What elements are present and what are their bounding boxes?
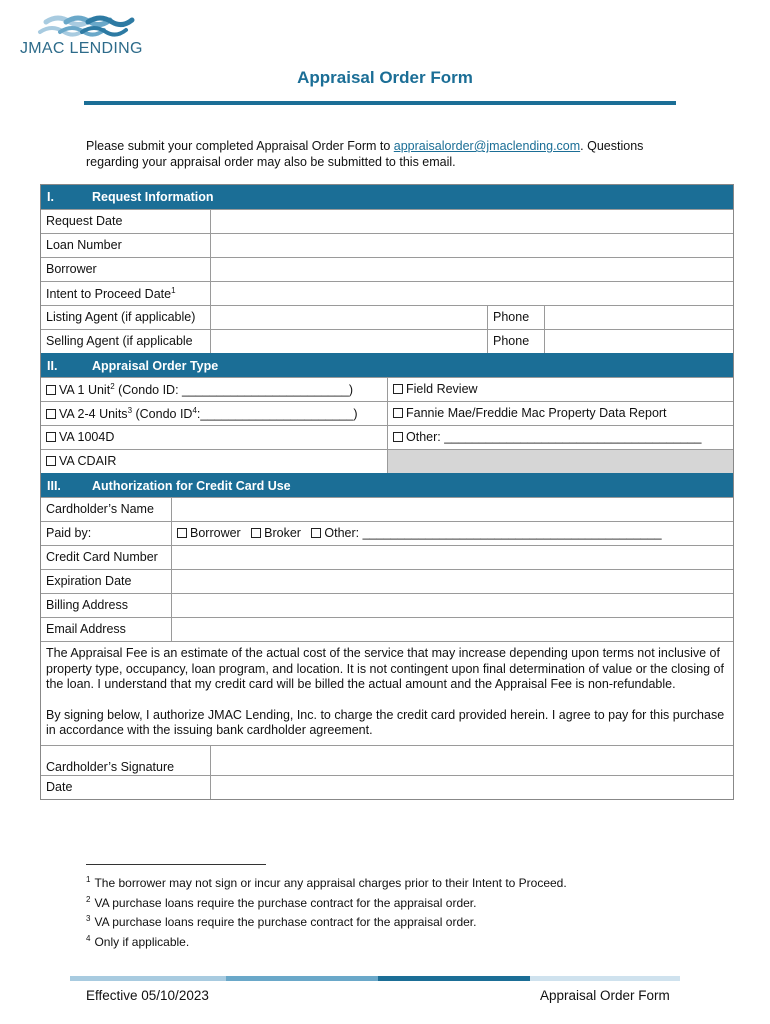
- section-title: Appraisal Order Type: [92, 359, 219, 373]
- footnote-text: VA purchase loans require the purchase contract for the appraisal order.: [94, 915, 477, 929]
- footnote-number: 1: [86, 875, 91, 884]
- email-address-row: [41, 617, 733, 641]
- footnote-ref-4: 4: [192, 406, 197, 415]
- date-label: Date: [46, 779, 73, 794]
- loan-number-label: Loan Number: [46, 238, 122, 252]
- selling-phone-field[interactable]: [544, 330, 733, 353]
- email-address-field[interactable]: [171, 618, 733, 641]
- selling-agent-row: [41, 329, 733, 353]
- section-number: II.: [47, 359, 58, 373]
- request-date-field[interactable]: [210, 210, 733, 233]
- checkbox-icon[interactable]: [46, 432, 56, 442]
- va-1-unit-option[interactable]: [41, 378, 387, 401]
- email-address-label: Email Address: [46, 622, 126, 636]
- signature-label: Cardholder’s Signature: [46, 759, 175, 774]
- paid-by-label: Paid by:: [46, 526, 92, 540]
- vacdair-text: VA CDAIR: [59, 454, 117, 468]
- footnote: [86, 872, 567, 892]
- va-cdair-option[interactable]: [41, 450, 387, 473]
- va1-condo-text: (Condo ID: ________________________): [114, 383, 354, 398]
- loan-number-field[interactable]: [210, 234, 733, 257]
- footnote: [86, 892, 567, 912]
- page-title: Appraisal Order Form: [297, 68, 473, 87]
- order-type-row-3: [41, 425, 733, 449]
- selling-agent-label: Selling Agent (if applicable: [46, 334, 193, 348]
- section-header-request: [41, 185, 733, 209]
- va1-text: VA 1 Unit: [59, 383, 111, 398]
- intent-label: [41, 282, 211, 305]
- borrower-label: Borrower: [46, 262, 97, 276]
- checkbox-icon[interactable]: [46, 385, 56, 395]
- other-payer-option[interactable]: Other: ___________________________________________: [324, 526, 662, 540]
- expiration-field[interactable]: [171, 570, 733, 593]
- cardholder-name-field[interactable]: [171, 498, 733, 521]
- va24-condo-blank: :______________________): [196, 407, 358, 422]
- footnote-number: 2: [86, 894, 91, 904]
- title-divider: [84, 101, 676, 105]
- card-number-field[interactable]: [171, 546, 733, 569]
- section-title: Request Information: [92, 190, 214, 204]
- appraisal-form-table: [40, 184, 734, 800]
- broker-option[interactable]: Broker: [264, 526, 301, 540]
- intro-text: [86, 138, 686, 170]
- footnote-text: Only if applicable.: [94, 934, 190, 949]
- intent-label-text: Intent to Proceed Date: [46, 287, 172, 302]
- borrower-option[interactable]: Borrower: [190, 526, 241, 540]
- footnote-number: 3: [86, 914, 91, 923]
- footnote-divider: [86, 864, 266, 865]
- intro-after: . Questions regarding your appraisal order may also be submitted to this email.: [86, 139, 644, 169]
- other-text: Other: _____________________________________: [406, 430, 702, 444]
- listing-agent-field[interactable]: [210, 306, 487, 329]
- checkbox-icon[interactable]: [393, 384, 403, 394]
- card-number-row: [41, 545, 733, 569]
- request-date-row: [41, 209, 733, 233]
- billing-address-field[interactable]: [171, 594, 733, 617]
- section-number: III.: [47, 479, 61, 493]
- listing-phone-field[interactable]: [544, 306, 733, 329]
- borrower-row: [41, 257, 733, 281]
- paid-by-options: [171, 522, 733, 545]
- date-row: [41, 775, 733, 799]
- checkbox-icon[interactable]: [393, 408, 403, 418]
- footer-bar-segment: [378, 976, 530, 981]
- footnote-number: 4: [86, 933, 91, 943]
- footnote-ref-2: 2: [110, 382, 115, 391]
- checkbox-icon[interactable]: [46, 409, 56, 419]
- checkbox-icon[interactable]: [177, 528, 187, 538]
- section-header-credit-card: [41, 473, 733, 497]
- appraisal-fee-paragraph: The Appraisal Fee is an estimate of the actual cost of the service that may increase depending upon terms not inclusive of property type, occupancy, loan program, and location. It is not contingent upon final determination of value or the closing of the loan. I understand that my credit card will be billed the actual amount and the Appraisal Fee is non-refundable.: [46, 646, 724, 691]
- va1004d-text: VA 1004D: [59, 430, 115, 444]
- footer-bar-segment: [70, 976, 226, 981]
- va-1004d-option[interactable]: [41, 426, 387, 449]
- footnote: [86, 911, 567, 931]
- paid-by-row: [41, 521, 733, 545]
- fannie-freddie-option[interactable]: [387, 402, 733, 425]
- billing-address-row: [41, 593, 733, 617]
- checkbox-icon[interactable]: [311, 528, 321, 538]
- listing-phone-label: Phone: [487, 306, 544, 329]
- footnote: [86, 931, 567, 951]
- footer-form-name: Appraisal Order Form: [540, 988, 670, 1003]
- listing-agent-label: Listing Agent (if applicable): [46, 310, 196, 324]
- order-type-row-1: [41, 377, 733, 401]
- footnote-ref-3: 3: [127, 406, 133, 415]
- selling-phone-label: Phone: [487, 330, 544, 353]
- billing-address-label: Billing Address: [46, 598, 128, 612]
- va24-text: VA 2-4 Units: [59, 407, 128, 422]
- section-number: I.: [47, 190, 54, 204]
- va-2-4-units-option[interactable]: [41, 402, 387, 425]
- loan-number-row: [41, 233, 733, 257]
- cardholder-name-label: Cardholder’s Name: [46, 502, 154, 516]
- borrower-field[interactable]: [210, 258, 733, 281]
- card-number-label: Credit Card Number: [46, 550, 158, 564]
- footnote-text: VA purchase loans require the purchase contract for the appraisal order.: [94, 895, 477, 910]
- expiration-row: [41, 569, 733, 593]
- checkbox-icon[interactable]: [46, 456, 56, 466]
- request-date-label: Request Date: [46, 214, 123, 228]
- signature-row: [41, 745, 733, 775]
- fannie-text: Fannie Mae/Freddie Mac Property Data Report: [406, 406, 667, 420]
- footnotes: [86, 872, 567, 950]
- authorization-terms: [41, 641, 733, 745]
- other-option[interactable]: [387, 426, 733, 449]
- intent-field[interactable]: [210, 282, 733, 305]
- va24-condo-text: (Condo ID: [132, 407, 193, 422]
- cardholder-name-row: [41, 497, 733, 521]
- field-review-option[interactable]: [387, 378, 733, 401]
- checkbox-icon[interactable]: [393, 432, 403, 442]
- selling-agent-field[interactable]: [210, 330, 487, 353]
- authorization-paragraph: By signing below, I authorize JMAC Lending, Inc. to charge the credit card provided herein. I agree to pay for this purchase in accordance with the issuing bank cardholder agreement.: [46, 707, 725, 737]
- listing-agent-row: [41, 305, 733, 329]
- order-type-row-2: [41, 401, 733, 425]
- footer-color-bar: [70, 976, 680, 981]
- signature-field[interactable]: [210, 746, 733, 775]
- intent-row: [41, 281, 733, 305]
- footer-effective-date: Effective 05/10/2023: [86, 988, 209, 1003]
- section-title: Authorization for Credit Card Use: [92, 479, 291, 493]
- footer-bar-segment: [530, 976, 680, 981]
- brand-name: JMAC LENDING: [20, 40, 143, 57]
- order-type-row-4: [41, 449, 733, 473]
- email-link[interactable]: appraisalorder@jmaclending.com: [393, 139, 581, 153]
- date-field[interactable]: [210, 776, 733, 799]
- expiration-label: Expiration Date: [46, 574, 132, 588]
- field-review-text: Field Review: [406, 382, 478, 396]
- footnote-ref-1: 1: [171, 286, 176, 295]
- intro-before: Please submit your completed Appraisal Order Form to: [86, 139, 394, 153]
- footnote-text: The borrower may not sign or incur any appraisal charges prior to their Intent to Proceed.: [94, 876, 567, 890]
- footer-bar-segment: [226, 976, 378, 981]
- checkbox-icon[interactable]: [251, 528, 261, 538]
- empty-gray-cell: [387, 450, 733, 473]
- section-header-order-type: [41, 353, 733, 377]
